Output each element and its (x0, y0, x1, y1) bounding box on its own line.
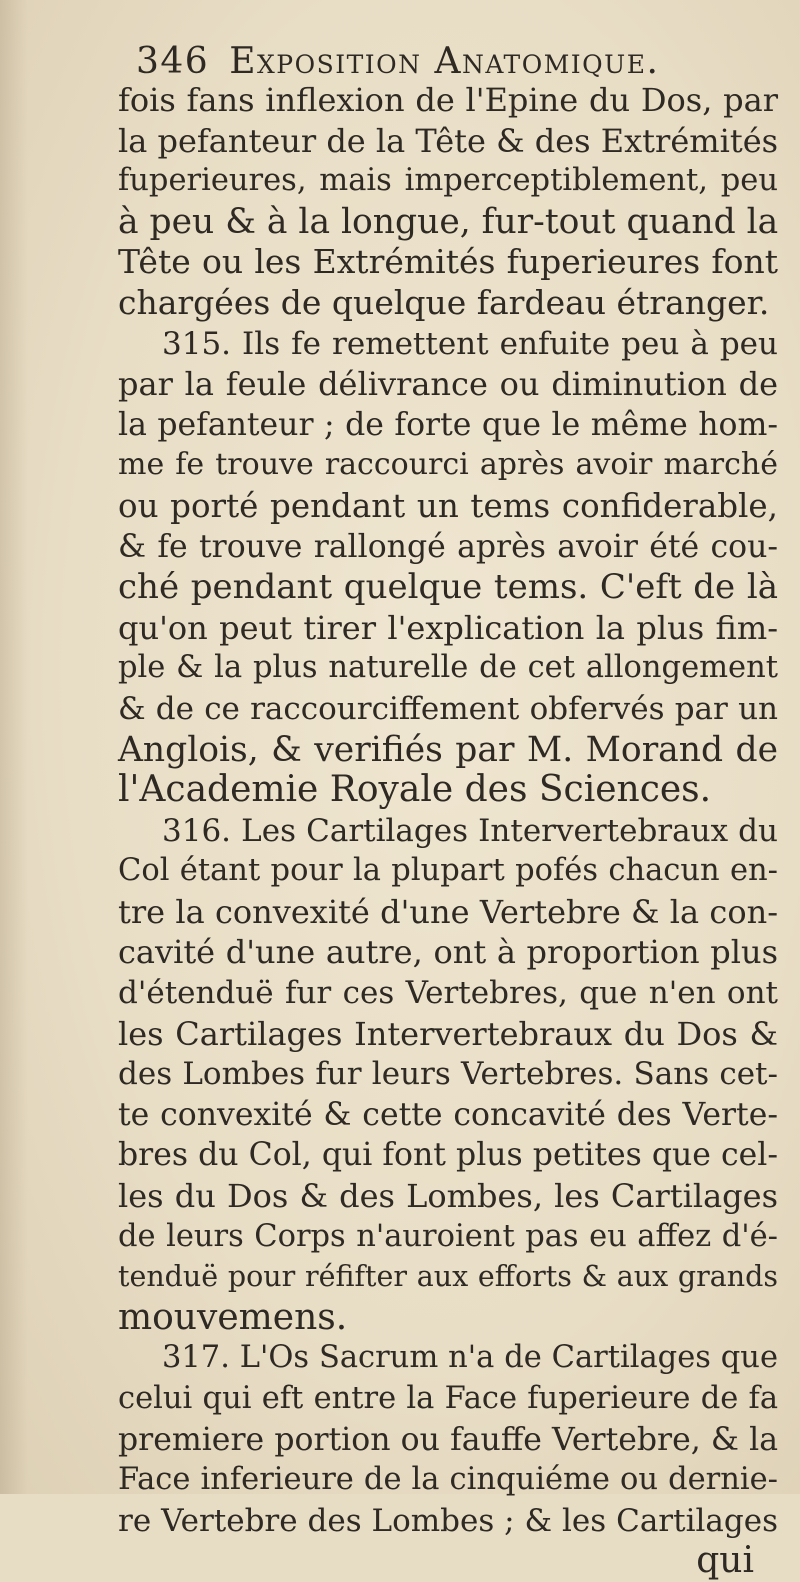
text-line: bres du Col, qui font plus petites que cel- (118, 1137, 778, 1174)
text-line: tenduë pour réfifter aux efforts & aux grands (118, 1260, 778, 1294)
page-gutter-shadow (0, 0, 28, 1494)
text-line: qu'on peut tirer l'explication la plus fim- (118, 608, 778, 647)
paragraph-317-start: 317. L'Os Sacrum n'a de Cartilages que (162, 1340, 778, 1376)
paragraph-316-start: 316. Les Cartilages Intervertebraux du (162, 812, 778, 849)
text-line: ple & la plus naturelle de cet allongement (118, 650, 778, 686)
text-line: d'étenduë fur ces Vertebres, que n'en ont (118, 975, 778, 1012)
text-line: à peu & à la longue, fur-tout quand la (118, 201, 779, 242)
text-line: Tête ou les Extrémités fuperieures font (118, 242, 778, 282)
text-line: fuperieures, mais imperceptiblement, peu (118, 163, 778, 199)
text-line: de leurs Corps n'auroient pas eu affez d'é- (118, 1218, 778, 1254)
catchword: qui (696, 1540, 754, 1582)
text-line: & de ce raccourciffement obfervés par un (118, 690, 778, 727)
text-line: me fe trouve raccourci après avoir marché (118, 447, 778, 483)
text-line: tre la convexité d'une Vertebre & la con- (118, 892, 778, 931)
text-line: ou porté pendant un tems confiderable, (118, 486, 778, 525)
running-header (136, 38, 756, 86)
text-line: ché pendant quelque tems. C'eft de là (118, 567, 778, 608)
text-line: & fe trouve rallongé après avoir été cou- (118, 528, 778, 565)
text-line: mouvemens. (118, 1296, 348, 1338)
text-line: Anglois, & verifiés par M. Morand de (118, 729, 778, 770)
text-line: te convexité & cette concavité des Verte- (118, 1096, 778, 1133)
text-line: re Vertebre des Lombes ; & les Cartilages (118, 1502, 778, 1539)
text-line: Col étant pour la plupart pofés chacun en- (118, 853, 778, 889)
text-line: chargées de quelque fardeau étranger. (118, 282, 770, 322)
page-number: 346 (136, 41, 210, 82)
text-line: la pefanteur ; de forte que le même hom- (118, 406, 778, 443)
running-title: Exposition Anatomique. (229, 41, 660, 82)
text-line: les du Dos & des Lombes, les Cartilages (118, 1177, 778, 1216)
text-line: des Lombes fur leurs Vertebres. Sans cet- (118, 1056, 778, 1093)
paragraph-315-start: 315. Ils fe remettent enfuite peu à peu (162, 325, 778, 362)
text-line: la pefanteur de la Tête & des Extrémités (118, 121, 779, 160)
body-text (118, 80, 778, 1582)
text-line: l'Academie Royale des Sciences. (118, 769, 712, 811)
text-line: par la feule délivrance ou diminution de (118, 365, 778, 404)
text-line: Face inferieure de la cinquiéme ou dernie- (118, 1462, 778, 1498)
text-line: premiere portion ou fauffe Vertebre, & la (118, 1421, 778, 1458)
text-line: les Cartilages Intervertebraux du Dos & (118, 1014, 778, 1053)
text-line: fois fans inflexion de l'Epine du Dos, par (118, 81, 778, 119)
text-line: cavité d'une autre, ont à proportion plus (118, 933, 778, 972)
text-line: celui qui eft entre la Face fuperieure de fa (118, 1381, 778, 1416)
